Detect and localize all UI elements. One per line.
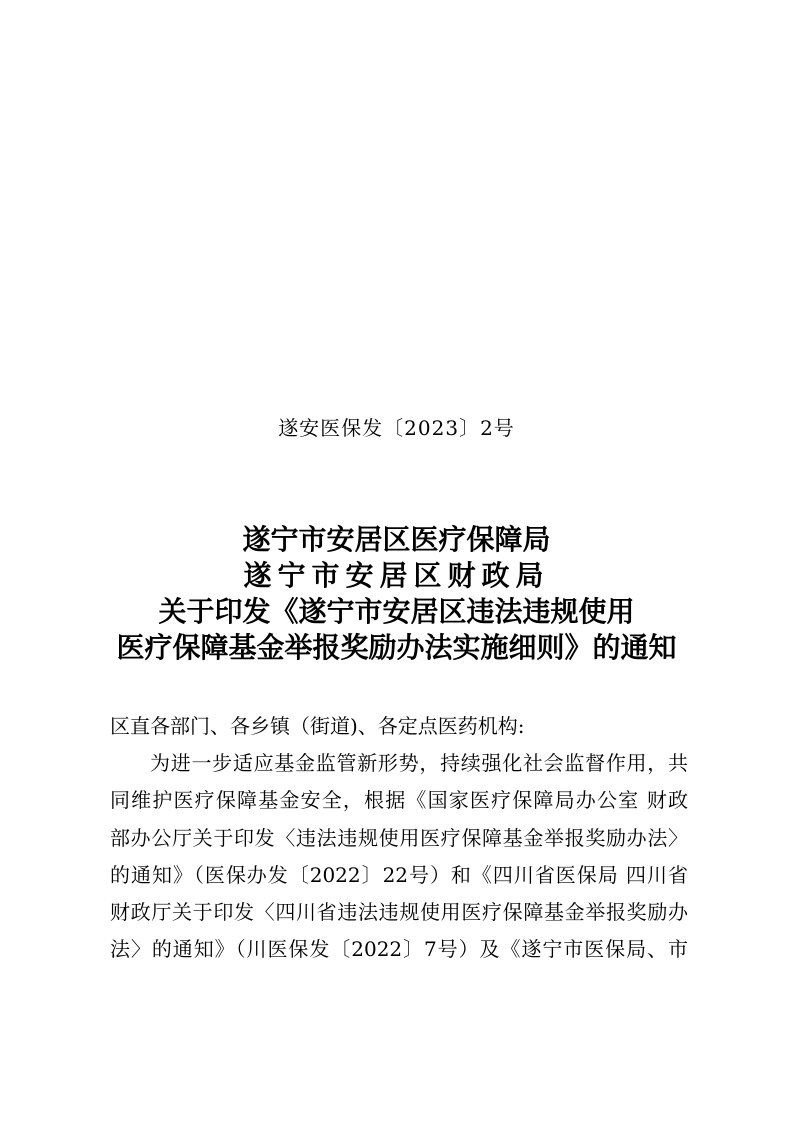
body-line: 财政厅关于印发〈四川省违法违规使用医疗保障基金举报奖励办 (110, 899, 688, 924)
title-line-subject-2: 医疗保障基金举报奖励办法实施细则》的通知 (116, 631, 677, 664)
salutation: 区直各部门、各乡镇（街道)、各定点医药机构: (110, 714, 525, 738)
title-line-subject-1: 关于印发《遂宁市安居区违法违规使用 (158, 595, 635, 628)
body-line: 法〉的通知》（川医保发〔2022〕7号）及《遂宁市医保局、市 (110, 937, 688, 962)
title-line-issuer-1: 遂宁市安居区医疗保障局 (242, 523, 551, 556)
body-line: 为进一步适应基金监管新形势，持续强化社会监督作用，共 (150, 751, 688, 776)
document-body (110, 708, 688, 968)
document-title (0, 522, 793, 666)
body-line: 部办公厅关于印发〈违法违规使用医疗保障基金举报奖励办法〉 (110, 825, 688, 850)
body-line: 的通知》（医保办发〔2022〕22号）和《四川省医保局 四川省 (110, 862, 688, 887)
title-line-issuer-2: 遂宁市安居区财政局 (243, 559, 550, 592)
body-line: 同维护医疗保障基金安全，根据《国家医疗保障局办公室 财政 (110, 788, 688, 813)
document-number: 遂安医保发〔2023〕2号 (278, 416, 515, 440)
